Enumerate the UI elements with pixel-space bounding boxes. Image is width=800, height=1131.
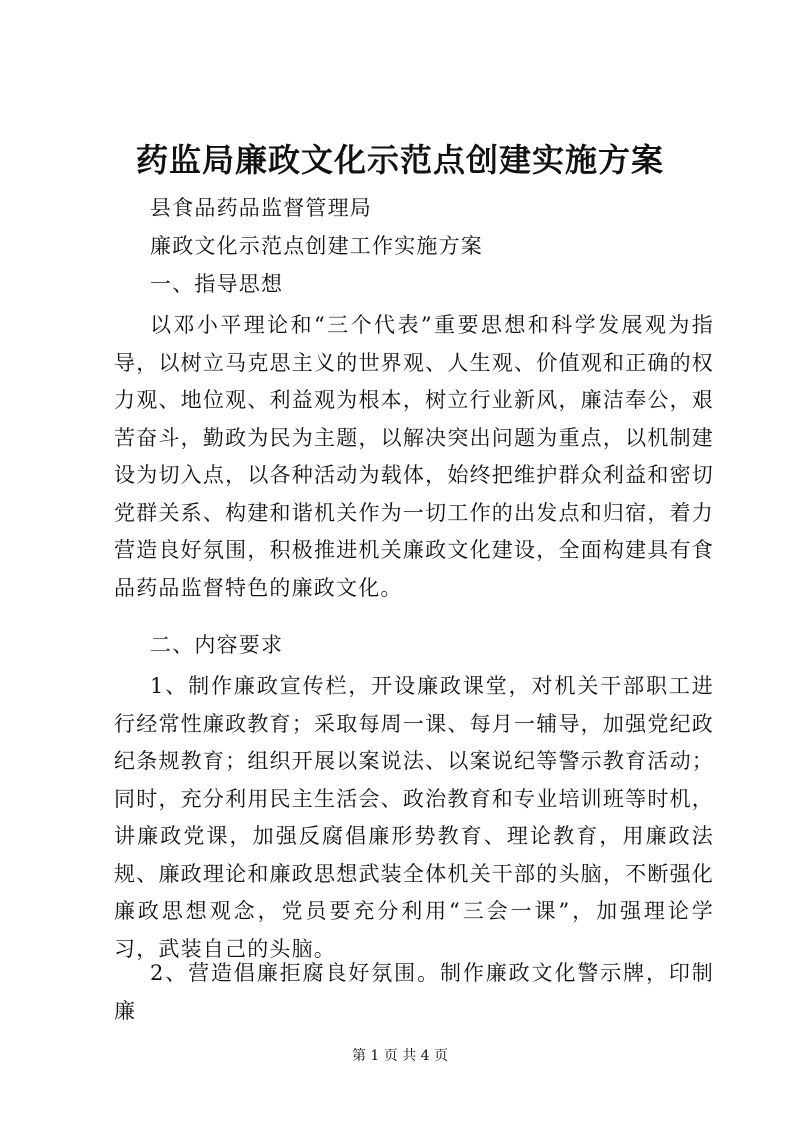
agency-name-paragraph: 县食品药品监督管理局 (150, 196, 372, 220)
page-title: 药监局廉政文化示范点创建实施方案 (135, 141, 664, 179)
guiding-ideology-paragraph: 以邓小平理论和“三个代表”重要思想和科学发展观为指导，以树立马克思主义的世界观、人生观、价值观和正确的权力观、地位观、利益观为根本，树立行业新风，廉洁奉公，艰苦奋斗，勤政为民为主题，以解决突出问题为重点，以机制建设为切入点，以各种活动为载体，始终把维护群众利益和密切党群关系、构建和谐机关作为一切工作的出发点和归宿，着力营造良好氛围，积极推进机关廉政文化建设，全面构建具有食品药品监督特色的廉政文化。 (114, 313, 714, 600)
section-heading-guiding-ideology: 一、指导思想 (150, 272, 284, 296)
plan-subtitle-paragraph: 廉政文化示范点创建工作实施方案 (150, 234, 483, 258)
page-number-footer: 第 1 页 共 4 页 (351, 1048, 449, 1064)
requirement-2-paragraph: 2、营造倡廉拒腐良好氛围。制作廉政文化警示牌，印制廉 (114, 961, 714, 1023)
section-heading-content-requirements: 二、内容要求 (150, 633, 284, 657)
requirement-1-paragraph: 1、制作廉政宣传栏，开设廉政课堂，对机关干部职工进行经常性廉政教育；采取每周一课、每月一辅导，加强党纪政纪条规教育；组织开展以案说法、以案说纪等警示教育活动；同时，充分利用民主生活会、政治教育和专业培训班等时机，讲廉政党课，加强反腐倡廉形势教育、理论教育，用廉政法规、廉政理论和廉政思想武装全体机关干部的头脑，不断强化廉政思想观念，党员要充分利用“三会一课”，加强理论学习，武装自己的头脑。 (114, 674, 714, 961)
